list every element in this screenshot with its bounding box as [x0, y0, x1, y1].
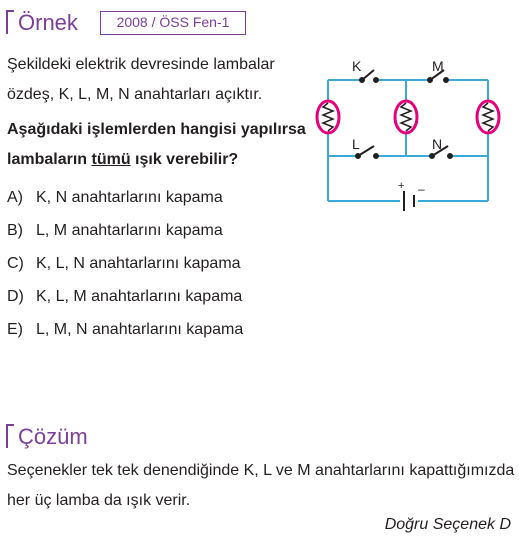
answer-options: [7, 183, 243, 348]
heading-bracket: [6, 424, 14, 448]
option-text: K, L, M anahtarlarını kapama: [36, 288, 243, 305]
circuit-diagram: [300, 55, 515, 215]
option-letter: D): [7, 288, 24, 305]
battery-plus-label: +: [398, 180, 405, 192]
option-text: K, N anahtarlarını kapama: [36, 189, 223, 206]
solution-heading: [6, 424, 88, 448]
question-prompt-underlined: tümü: [91, 151, 131, 168]
question-prompt: [7, 115, 317, 175]
option-text: L, M anahtarlarını kapama: [36, 222, 223, 239]
switch-n-label: N: [432, 136, 443, 152]
switch-k: [360, 70, 378, 82]
example-heading: [6, 10, 78, 34]
question-text: Şekildeki elektrik devresinde lambalar özdeş, K, L, M, N anahtarları açıktır.: [7, 56, 275, 103]
option-letter: E): [7, 321, 23, 338]
switch-m-label: M: [432, 58, 444, 74]
question-prompt-part1: Aşağıdaki işlemlerden hangisi yapılırsa lambaların: [7, 121, 306, 168]
option-text: L, M, N anahtarlarını kapama: [36, 321, 244, 338]
option-a[interactable]: [7, 183, 243, 216]
lamp-right: [477, 101, 499, 133]
example-heading-text: Örnek: [18, 10, 78, 35]
switch-k-label: K: [352, 58, 362, 74]
correct-answer: Doğru Seçenek D: [384, 516, 511, 533]
heading-bracket: [6, 10, 14, 34]
battery: [404, 191, 414, 211]
battery-minus-label: –: [418, 182, 425, 196]
lamp-left: [317, 101, 339, 133]
option-d[interactable]: [7, 282, 243, 315]
option-c[interactable]: [7, 249, 243, 282]
option-text: K, L, N anahtarlarını kapama: [36, 255, 241, 272]
solution-heading-text: Çözüm: [18, 424, 88, 449]
option-letter: A): [7, 189, 23, 206]
source-label: 2008 / ÖSS Fen-1: [100, 11, 246, 35]
solution-text: Seçenekler tek tek denendiğinde K, L ve M anahtarlarını kapattığımızda her üç lamba da ışık verir.: [7, 462, 515, 509]
option-letter: B): [7, 222, 23, 239]
option-e[interactable]: [7, 315, 243, 348]
option-b[interactable]: [7, 216, 243, 249]
option-letter: C): [7, 255, 24, 272]
lamp-middle: [395, 101, 417, 133]
switch-l-label: L: [352, 136, 360, 152]
question-prompt-part2: ışık verebilir?: [130, 151, 239, 168]
